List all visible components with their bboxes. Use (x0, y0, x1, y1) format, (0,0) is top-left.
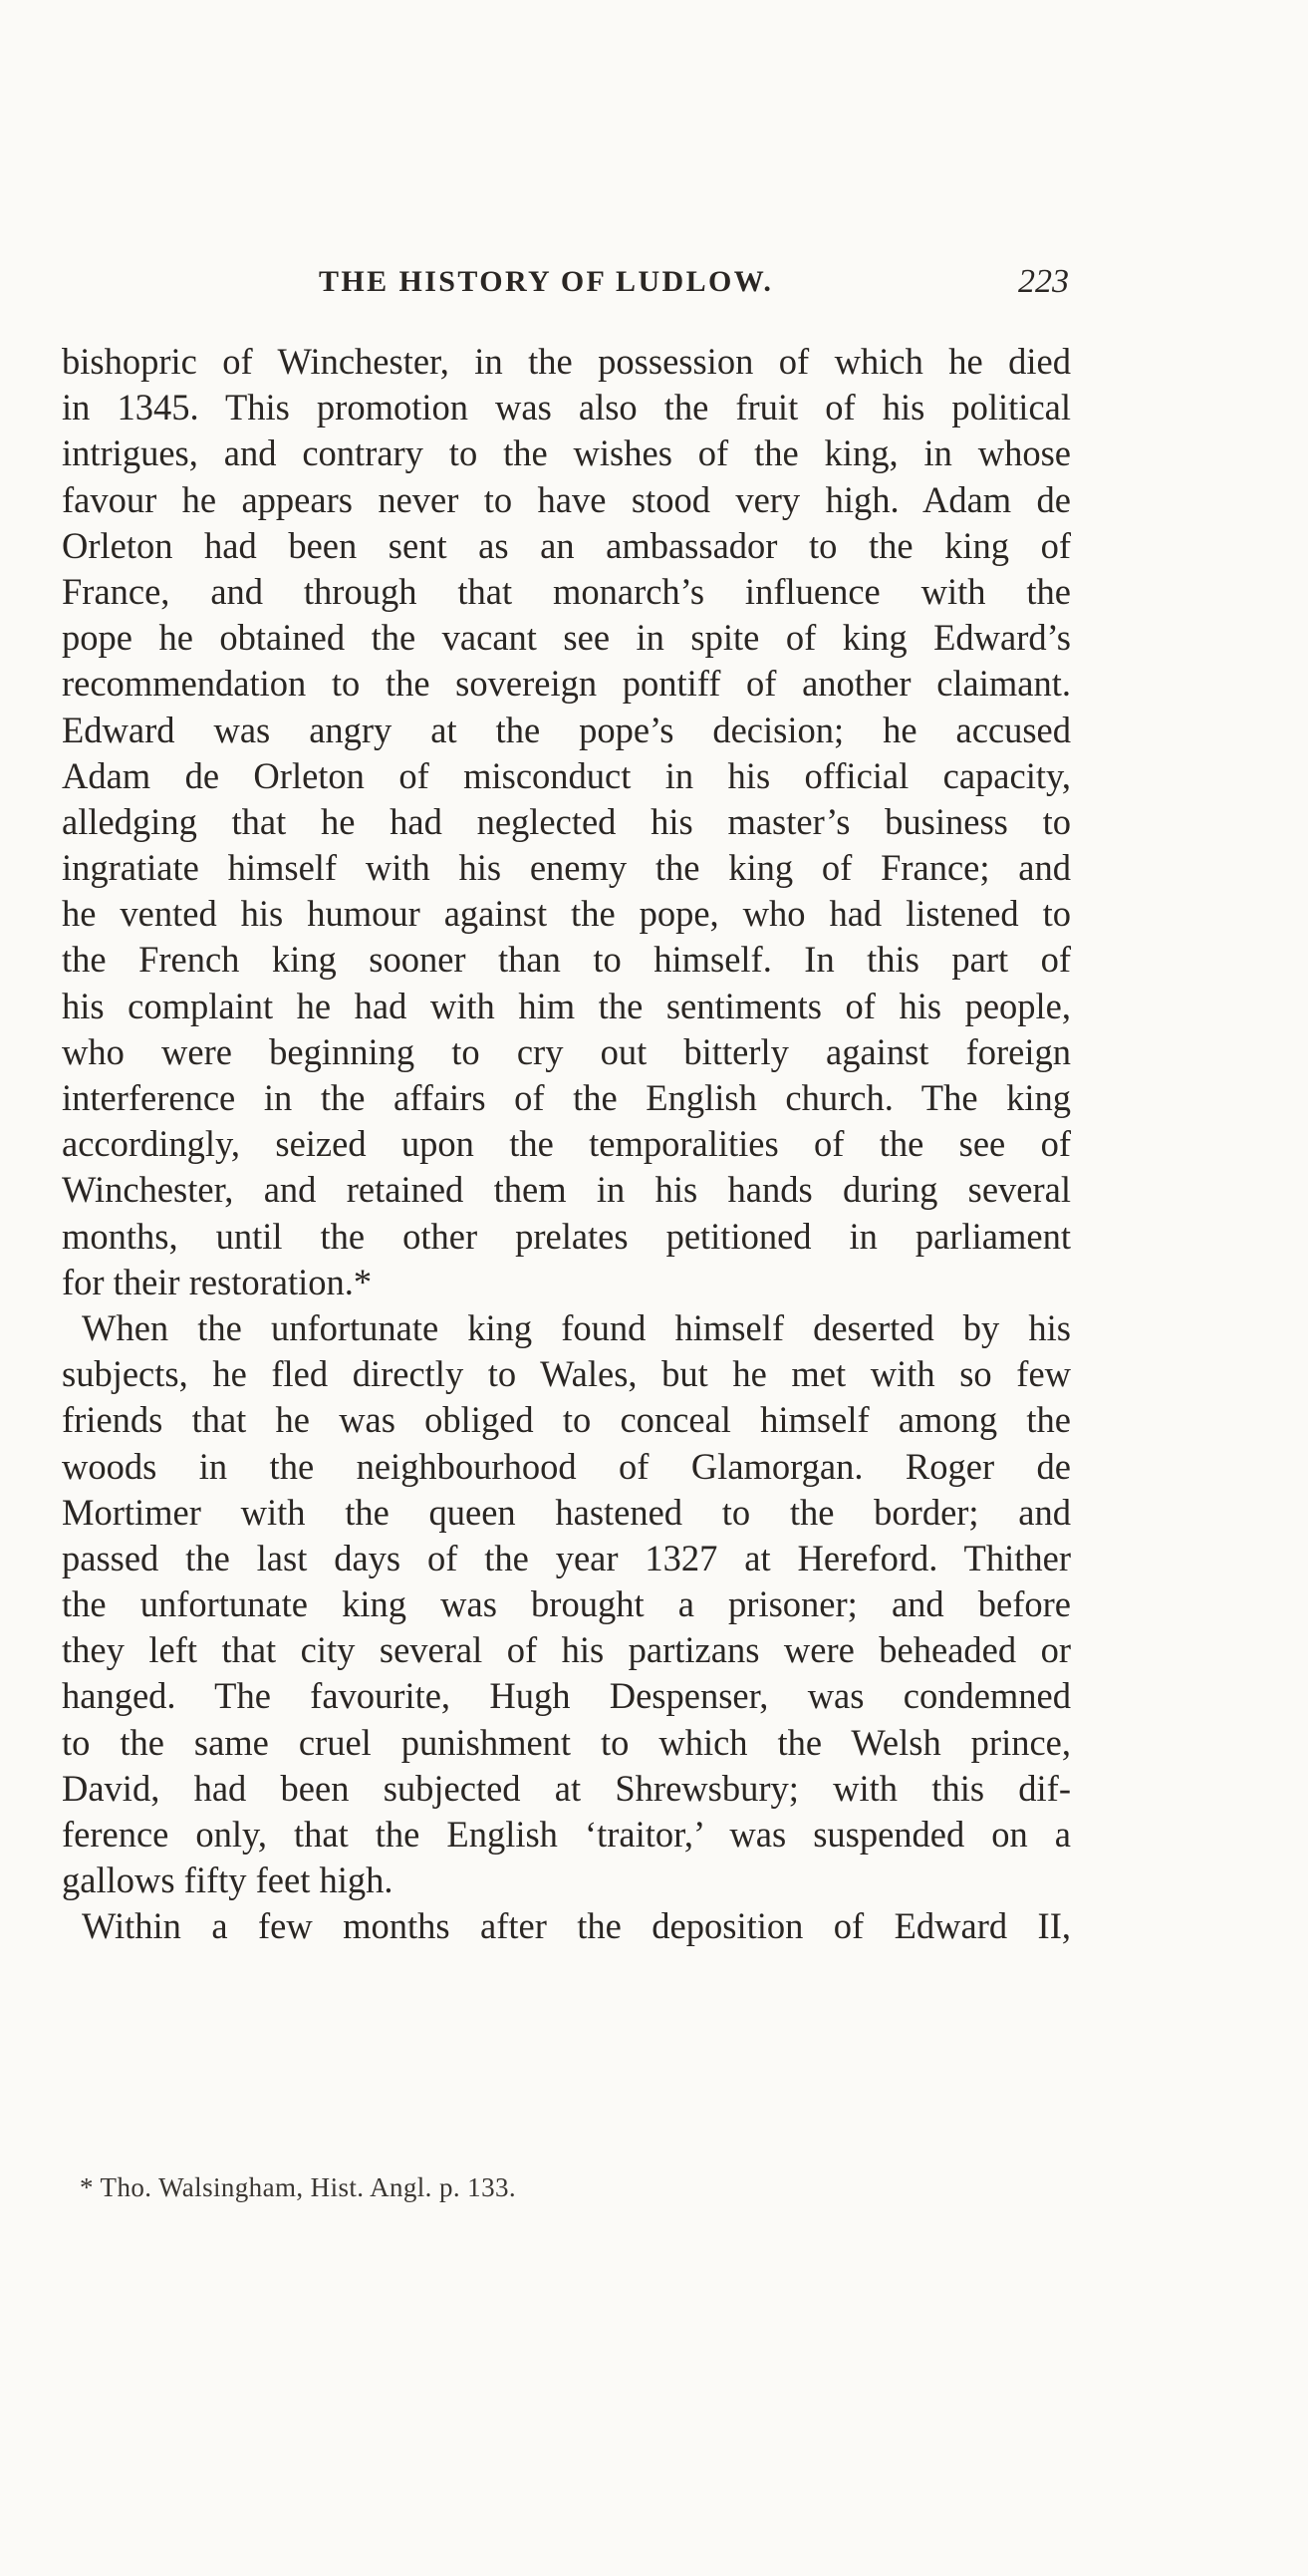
text-line: interference in the affairs of the English church. The king (62, 1077, 1071, 1118)
text-line: ference only, that the English ‘traitor,’ was suspended on a (62, 1814, 1071, 1855)
text-line: his complaint he had with him the sentiments of his people, (62, 985, 1071, 1026)
text-line: France, and through that monarch’s influence with the (62, 570, 1071, 612)
text-line: ingratiate himself with his enemy the king of France; and (62, 847, 1071, 889)
text-line: pope he obtained the vacant see in spite of king Edward’s (62, 617, 1071, 659)
text-line: to the same cruel punishment to which the Welsh prince, (62, 1721, 1071, 1763)
text-line: friends that he was obliged to conceal himself among the (62, 1399, 1071, 1441)
text-line: Adam de Orleton of misconduct in his official capacity, (62, 754, 1071, 796)
paragraph-end-line: gallows fifty feet high. (62, 1860, 393, 1901)
text-line: recommendation to the sovereign pontiff of another claimant. (62, 663, 1071, 705)
text-line: Winchester, and retained them in his hands during several (62, 1169, 1071, 1211)
text-line: bishopric of Winchester, in the possession of which he died (62, 341, 1071, 382)
paragraph-end-line: for their restoration.* (62, 1261, 373, 1302)
text-line: alledging that he had neglected his master’s business to (62, 800, 1071, 842)
footnote: * Tho. Walsingham, Hist. Angl. p. 133. (80, 2172, 517, 2202)
running-head (60, 265, 1069, 309)
text-line: in 1345. This promotion was also the fruit of his political (62, 387, 1071, 429)
text-line: subjects, he fled directly to Wales, but he met with so few (62, 1353, 1071, 1395)
text-line: David, had been subjected at Shrewsbury; with this dif- (62, 1767, 1071, 1809)
text-line: Orleton had been sent as an ambassador to the king of (62, 524, 1071, 566)
body-text (62, 339, 1071, 1950)
text-line: they left that city several of his partizans were beheaded or (62, 1629, 1071, 1671)
text-line: intrigues, and contrary to the wishes of the king, in whose (62, 432, 1071, 474)
running-title: THE HISTORY OF LUDLOW. (319, 265, 774, 298)
paragraph-start-line: Within a few months after the deposition of Edward II, (82, 1905, 1071, 1947)
text-line: hanged. The favourite, Hugh Despenser, was condemned (62, 1675, 1071, 1717)
text-line: woods in the neighbourhood of Glamorgan. Roger de (62, 1445, 1071, 1487)
text-line: favour he appears never to have stood very high. Adam de (62, 478, 1071, 520)
text-line: the unfortunate king was brought a prisoner; and before (62, 1583, 1071, 1625)
text-line: accordingly, seized upon the temporalities of the see of (62, 1123, 1071, 1165)
page-number: 223 (1018, 263, 1069, 300)
text-line: he vented his humour against the pope, who had listened to (62, 893, 1071, 935)
paragraph-start-line: When the unfortunate king found himself deserted by his (82, 1306, 1071, 1348)
text-line: passed the last days of the year 1327 at Hereford. Thither (62, 1537, 1071, 1578)
text-line: Edward was angry at the pope’s decision; he accused (62, 709, 1071, 750)
text-line: the French king sooner than to himself. In this part of (62, 939, 1071, 981)
text-line: months, until the other prelates petitioned in parliament (62, 1215, 1071, 1257)
text-line: who were beginning to cry out bitterly against foreign (62, 1030, 1071, 1072)
text-line: Mortimer with the queen hastened to the border; and (62, 1491, 1071, 1533)
